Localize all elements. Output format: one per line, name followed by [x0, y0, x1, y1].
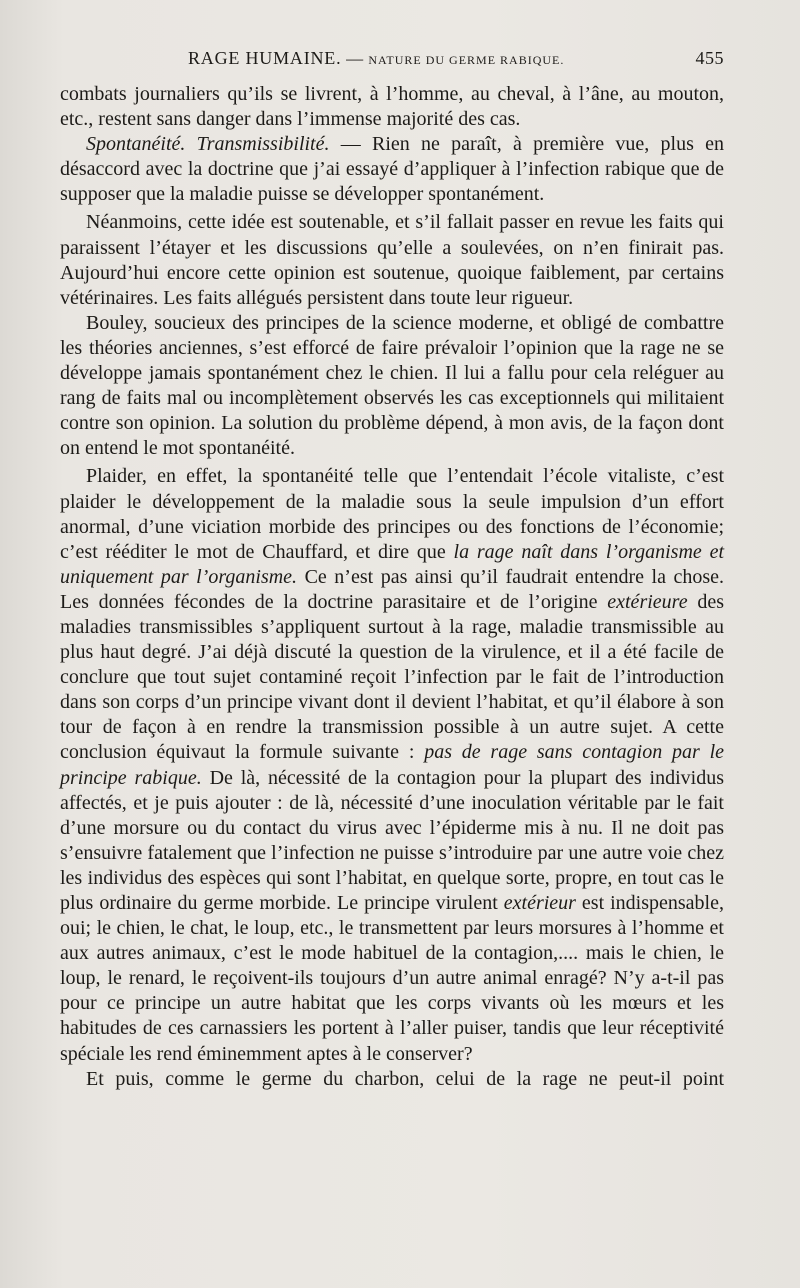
paragraph — [60, 311, 724, 462]
text-run: Néanmoins, cette idée est soutenable, et s’il fallait passer en revue les faits qui paraissent l’étayer et les discussions qu’elle a soulevées, on n’en finirait pas. Aujourd’hui encore cette opinion est soutenue, quoique faiblement, par certains vétérinaires. Les faits allégués persistent dans toute leur rigueur. — [60, 211, 724, 309]
text-run: De là, nécessité de la contagion pour la plupart des individus affectés, et je puis ajouter : de là, nécessité d’une inoculation véritable par le fait d’une morsure ou du contact du virus avec l’épiderme mis à nu. Il ne doit pas s’ensuivre fatalement que l’infection ne puisse s’introduire par une autre voie chez les individus des espèces qui sont l’habitat, en quelque sorte, propre, en tout cas le plus ordinaire du germe morbide. Le principe virulent — [60, 766, 724, 914]
paragraph — [60, 464, 724, 1066]
paragraph — [60, 132, 724, 207]
page-number: 455 — [695, 48, 724, 68]
body-text — [60, 82, 724, 1092]
italic-run: extérieure — [607, 590, 688, 613]
italic-run: Spontanéité. Transmissibilité. — [86, 133, 330, 156]
running-title-sub: NATURE DU GERME RABIQUE. — [368, 53, 565, 67]
running-title-main: RAGE HUMAINE. — [188, 48, 342, 68]
italic-run: pas de rage sans contagion par le principe rabique. — [60, 741, 725, 789]
text-run: des maladies transmissibles s’appliquent surtout à la rage, maladie transmissible au plus haut degré. J’ai déjà discuté la question de la virulence, et il a été facile de conclure que tout sujet contaminé reçoit l’infection par le fait de l’introduction dans son corps d’un principe vivant dont il devient l’habitat, et qu’il élabore à son tour de façon à en rendre la transmission possible à un autre sujet. A cette conclusion équivaut la formule suivante : — [60, 590, 724, 764]
running-head — [60, 48, 724, 72]
text-run: — Rien ne paraît, à première vue, plus en désaccord avec la doctrine que j’ai essayé d’appliquer à l’infection rabique que de supposer que la maladie puisse se développer spontanément. — [60, 133, 724, 206]
running-title — [188, 48, 564, 69]
text-run: est indispensable, oui; le chien, le chat, le loup, etc., le transmettent par leurs morsures à l’homme et aux autres animaux, c’est le mode habituel de la contagion,.... mais le chien, le loup, le renard, le reçoivent-ils toujours d’un autre animal enragé? N’y a-t-il pas pour ce principe un autre habitat que les corps vivants où les mœurs et les habitudes de ces carnassiers les portent à l’aller puiser, tandis que leur réceptivité spéciale les rend éminemment aptes à le conserver? — [60, 892, 724, 1065]
text-run: Ce n’est pas ainsi qu’il faudrait entendre la chose. Les données fécondes de la doctrine parasitaire et de l’origine — [60, 565, 724, 613]
paragraph — [60, 1067, 724, 1092]
italic-run: la rage naît dans l’organisme et uniquement par l’organisme. — [60, 540, 725, 588]
running-title-dash: — — [346, 49, 364, 68]
italic-run: extérieur — [503, 892, 576, 914]
text-run: combats journaliers qu’ils se livrent, à l’homme, au cheval, à l’âne, au mouton, etc., restent sans danger dans l’immense majorité des cas. — [60, 83, 724, 131]
text-run: Plaider, en effet, la spontanéité telle que l’entendait l’école vitaliste, c’est plaider le développement de la maladie sous la seule impulsion d’un effort anormal, d’une viciation morbide des principes ou des fonctions de l’économie; c’est rééditer le mot de Chauffard, et dire que — [60, 465, 724, 563]
paragraph — [60, 82, 724, 132]
text-run: Bouley, soucieux des principes de la science moderne, et obligé de combattre les théories anciennes, s’est efforcé de faire prévaloir l’opinion que la rage ne se développe jamais spontanément chez le chien. Il lui a fallu pour cela reléguer au rang de faits mal ou incomplètement observés les cas exceptionnels qui militaient contre son opinion. La solution du problème dépend, à mon avis, de la façon dont on entend le mot spontanéité. — [60, 311, 724, 460]
paragraph — [60, 210, 724, 310]
text-run: Et puis, comme le germe du charbon, celui de la rage ne peut-il point — [86, 1067, 724, 1090]
